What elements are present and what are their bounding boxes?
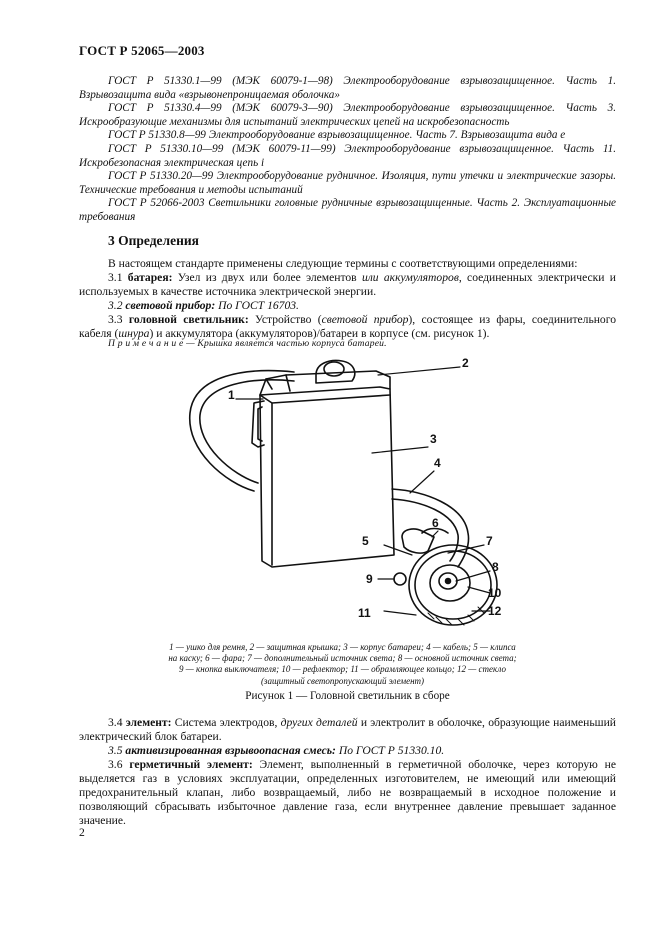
callout-8: 8 bbox=[492, 560, 499, 574]
reference-item: ГОСТ Р 51330.10—99 (МЭК 60079-11—99) Электрооборудование взрывозащищенное. Часть 11. Искробезопасная электрическая цепь i bbox=[79, 142, 616, 169]
callout-1: 1 bbox=[228, 388, 235, 402]
callout-2: 2 bbox=[462, 356, 469, 370]
callout-4: 4 bbox=[434, 456, 441, 470]
definition-3-1: 3.1 батарея: Узел из двух или более элементов или аккумуляторов, соединенных электрически и используемых в качестве источника электрической энергии. bbox=[79, 271, 616, 298]
callout-10: 10 bbox=[488, 586, 502, 600]
reference-item: ГОСТ Р 51330.4—99 (МЭК 60079-3—90) Электрооборудование взрывозащищенное. Часть 3. Искрообразующие механизмы для испытаний электрических цепей на искробезопасность bbox=[79, 102, 616, 128]
definition-3-5: 3.5 активизированная взрывоопасная смесь: По ГОСТ Р 51330.10. bbox=[108, 744, 445, 757]
callout-11: 11 bbox=[358, 606, 371, 620]
callout-7: 7 bbox=[486, 534, 493, 548]
cable bbox=[190, 371, 294, 491]
callout-3: 3 bbox=[430, 432, 437, 446]
switch-button bbox=[394, 573, 406, 585]
definition-3-3: 3.3 головной светильник: Устройство (световой прибор), состоящее из фары, соединительного кабеля (шнура) и аккумулятора (аккумуляторов)/батареи в корпусе (см. рисунок 1). bbox=[79, 313, 616, 340]
reference-item: ГОСТ Р 51330.8—99 Электрооборудование взрывозащищенное. Часть 7. Взрывозащита вида е bbox=[108, 129, 566, 142]
section-title: 3 Определения bbox=[108, 233, 199, 248]
intro-paragraph: В настоящем стандарте применены следующие термины с соответствующими определениями: bbox=[108, 257, 578, 270]
callout-9: 9 bbox=[366, 572, 373, 586]
callout-12: 12 bbox=[488, 604, 502, 618]
normative-references bbox=[79, 75, 616, 225]
battery-body bbox=[260, 387, 394, 567]
figure-legend: 1 — ушко для ремня, 2 — защитная крышка; 3 — корпус батареи; 4 — кабель; 5 — клипса на каску; 6 — фара; 7 — дополнительный источник света; 8 — основной источник света; 9 — кнопка выключателя; 10 — рефлектор; 11 — обрамляющее кольцо; 12 — стекло (защитный светопропускающий элемент) bbox=[168, 642, 517, 686]
document-header: ГОСТ Р 52065—2003 bbox=[79, 43, 205, 58]
reference-item: ГОСТ Р 51330.20—99 Электрооборудование рудничное. Изоляция, пути утечки и электрические зазоры. Технические требования и методы испытаний bbox=[79, 170, 616, 196]
definition-3-6: 3.6 герметичный элемент: Элемент, выполненный в герметичной оболочке, через которую не выделяется газ в условиях эксплуатации, определенных изготовителем, не имеющий или имеющий предохранительный клапан, либо возвращаемый, либо не возвращаемый в исходное положение и позволяющий сбрасывать избыточное давление газа, если внутреннее давление превышает заданное значение. bbox=[79, 758, 616, 827]
figure-caption: Рисунок 1 — Головной светильник в сборе bbox=[245, 690, 450, 702]
helmet-clip bbox=[402, 529, 434, 553]
definitions-block-2 bbox=[79, 716, 616, 828]
note: П р и м е ч а н и е — Крышка является частью корпуса батареи. bbox=[108, 338, 387, 349]
figure-headlamp bbox=[166, 355, 506, 640]
definition-3-4: 3.4 элемент: Система электродов, других деталей и электролит в оболочке, образующие наименьший электрический блок батареи. bbox=[79, 716, 617, 743]
reference-item: ГОСТ Р 52066-2003 Светильники головные рудничные взрывозащищенные. Часть 2. Эксплуатационные требования bbox=[79, 197, 616, 223]
callout-6: 6 bbox=[432, 516, 439, 530]
reference-item: ГОСТ Р 51330.1—99 (МЭК 60079-1—98) Электрооборудование взрывозащищенное. Часть 1. Взрывозащита вида «взрывонепроницаемая оболочка» bbox=[79, 75, 616, 101]
definitions-block-1 bbox=[79, 257, 616, 341]
callout-5: 5 bbox=[362, 534, 369, 548]
definition-3-2: 3.2 световой прибор: По ГОСТ 16703. bbox=[108, 299, 299, 312]
page-number: 2 bbox=[79, 826, 85, 839]
